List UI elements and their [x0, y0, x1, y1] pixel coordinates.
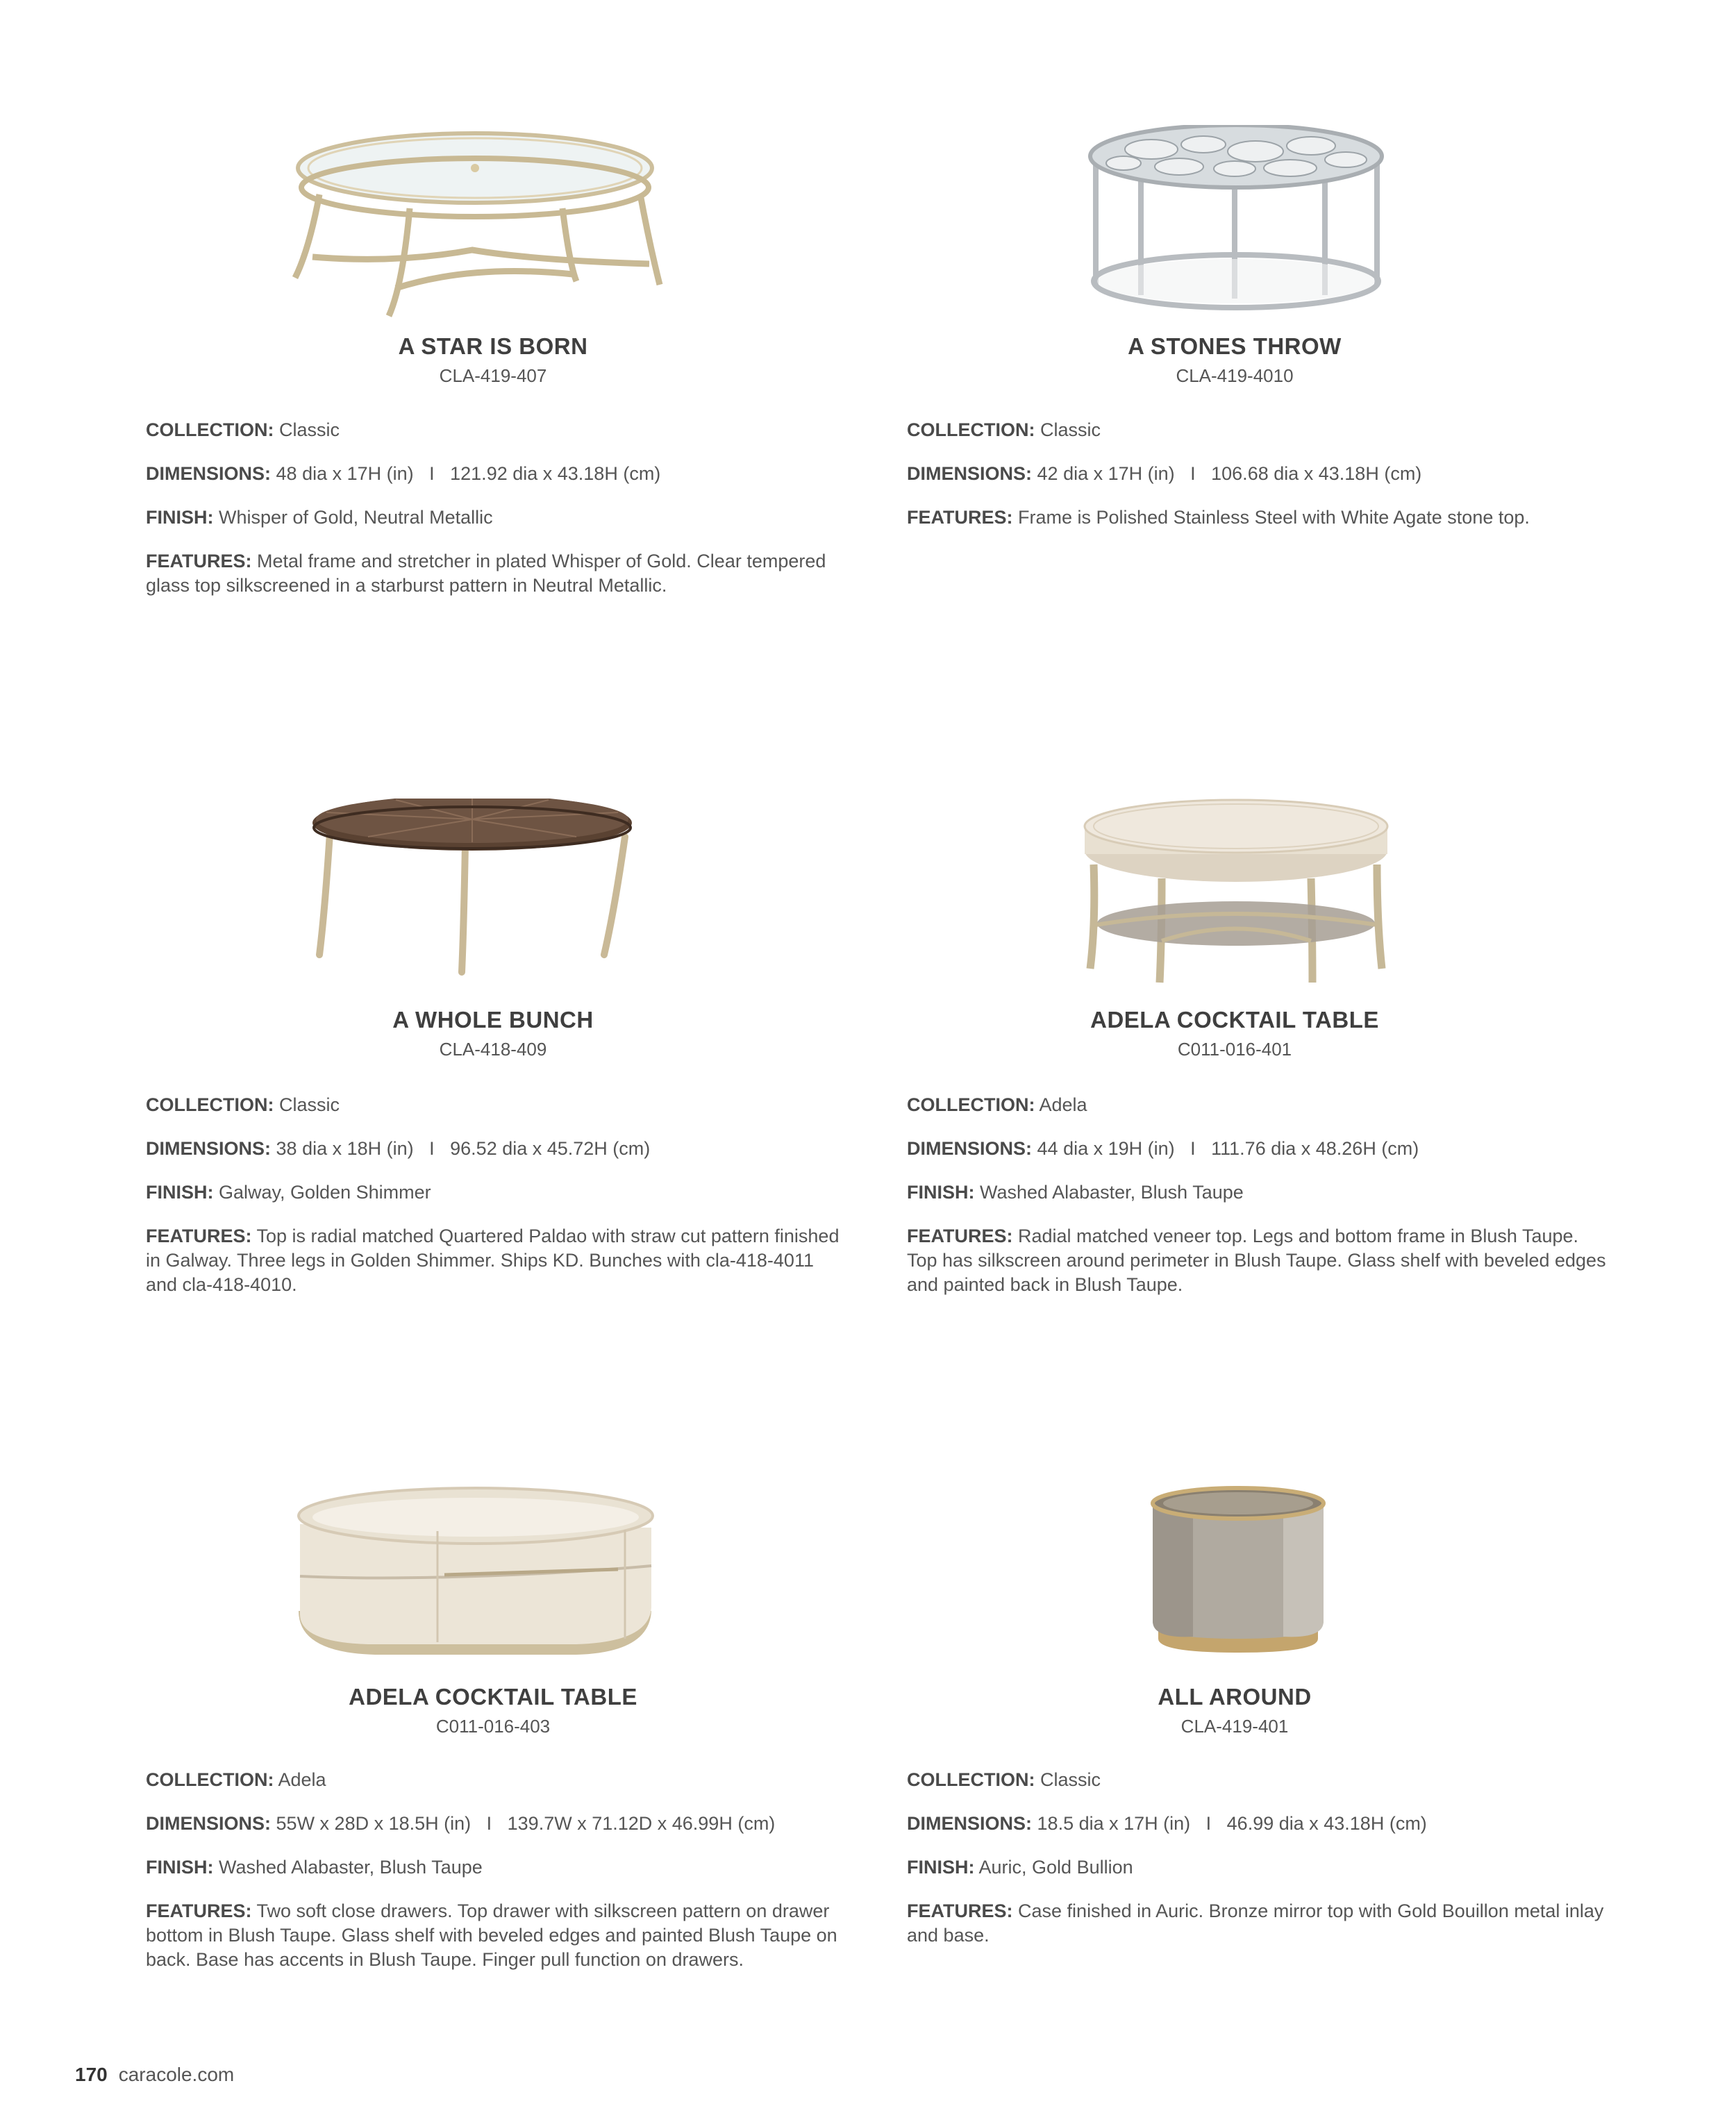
product-name: A STONES THROW — [1128, 333, 1342, 359]
product-specs — [146, 1093, 847, 1317]
product-specs — [907, 418, 1608, 549]
collection-row: COLLECTION: Classic — [146, 1094, 340, 1115]
product-name: ADELA COCKTAIL TABLE — [349, 1684, 637, 1710]
collection-row: COLLECTION: Classic — [146, 419, 340, 440]
dimensions-row: DIMENSIONS: 55W x 28D x 18.5H (in) I 139.7W x 71.12D x 46.99H (cm) — [146, 1813, 776, 1834]
features-row: FEATURES: Metal frame and stretcher in plated Whisper of Gold. Clear tempered glass top silkscreened in a starburst pattern in Neutral Metallic. — [146, 551, 826, 596]
product-card — [146, 125, 840, 387]
collection-row: COLLECTION: Classic — [907, 419, 1101, 440]
page-number: 170 — [75, 2064, 108, 2085]
site-url: caracole.com — [118, 2064, 235, 2085]
product-image — [887, 1476, 1582, 1684]
product-name: A STAR IS BORN — [398, 333, 588, 359]
product-image — [146, 799, 840, 1007]
finish-row: FINISH: Auric, Gold Bullion — [907, 1857, 1133, 1878]
product-card — [146, 799, 840, 1060]
collection-row: COLLECTION: Adela — [146, 1769, 326, 1790]
product-specs — [907, 1093, 1608, 1317]
product-card — [887, 125, 1582, 387]
product-image — [146, 1476, 840, 1684]
product-code: C011-016-401 — [1177, 1039, 1292, 1060]
dimensions-row: DIMENSIONS: 44 dia x 19H (in) I 111.76 dia x 48.26H (cm) — [907, 1138, 1419, 1159]
dimensions-row: DIMENSIONS: 18.5 dia x 17H (in) I 46.99 dia x 43.18H (cm) — [907, 1813, 1427, 1834]
product-specs — [146, 1768, 847, 1991]
features-row: FEATURES: Frame is Polished Stainless Steel with White Agate stone top. — [907, 507, 1530, 528]
features-row: FEATURES: Two soft close drawers. Top drawer with silkscreen pattern on drawer bottom in Blush Taupe. Glass shelf with beveled edges and painted Blush Taupe on back. Base has accents in Blush Taupe. Finger pull function on drawers. — [146, 1900, 837, 1970]
product-image — [887, 799, 1582, 1007]
product-specs — [907, 1768, 1608, 1967]
dimensions-row: DIMENSIONS: 42 dia x 17H (in) I 106.68 dia x 43.18H (cm) — [907, 463, 1422, 484]
product-specs — [146, 418, 847, 617]
product-card — [146, 1476, 840, 1737]
product-code: C011-016-403 — [435, 1716, 551, 1737]
finish-row: FINISH: Washed Alabaster, Blush Taupe — [146, 1857, 483, 1878]
product-code: CLA-419-407 — [439, 365, 547, 386]
page-footer — [75, 2064, 234, 2086]
product-name: ADELA COCKTAIL TABLE — [1090, 1007, 1379, 1033]
product-code: CLA-418-409 — [439, 1039, 547, 1060]
finish-row: FINISH: Whisper of Gold, Neutral Metallic — [146, 507, 493, 528]
product-name: ALL AROUND — [1158, 1684, 1312, 1710]
product-code: CLA-419-401 — [1180, 1716, 1289, 1737]
dimensions-row: DIMENSIONS: 48 dia x 17H (in) I 121.92 dia x 43.18H (cm) — [146, 463, 661, 484]
product-card — [887, 799, 1582, 1060]
finish-row: FINISH: Galway, Golden Shimmer — [146, 1182, 431, 1203]
product-image — [887, 125, 1582, 333]
product-image — [146, 125, 840, 333]
product-name: A WHOLE BUNCH — [392, 1007, 594, 1033]
finish-row: FINISH: Washed Alabaster, Blush Taupe — [907, 1182, 1244, 1203]
dimensions-row: DIMENSIONS: 38 dia x 18H (in) I 96.52 dia x 45.72H (cm) — [146, 1138, 651, 1159]
collection-row: COLLECTION: Adela — [907, 1094, 1087, 1115]
product-code: CLA-419-4010 — [1176, 365, 1294, 386]
collection-row: COLLECTION: Classic — [907, 1769, 1101, 1790]
features-row: FEATURES: Case finished in Auric. Bronze mirror top with Gold Bouillon metal inlay and base. — [907, 1900, 1604, 1946]
product-card — [887, 1476, 1582, 1737]
features-row: FEATURES: Radial matched veneer top. Legs and bottom frame in Blush Taupe. Top has silkscreen around perimeter in Blush Taupe. Glass shelf with beveled edges and painted back in Blush Taupe. — [907, 1226, 1606, 1295]
features-row: FEATURES: Top is radial matched Quartered Paldao with straw cut pattern finished in Galway. Three legs in Golden Shimmer. Ships KD. Bunches with cla-418-4011 and cla-418-4010. — [146, 1226, 840, 1295]
